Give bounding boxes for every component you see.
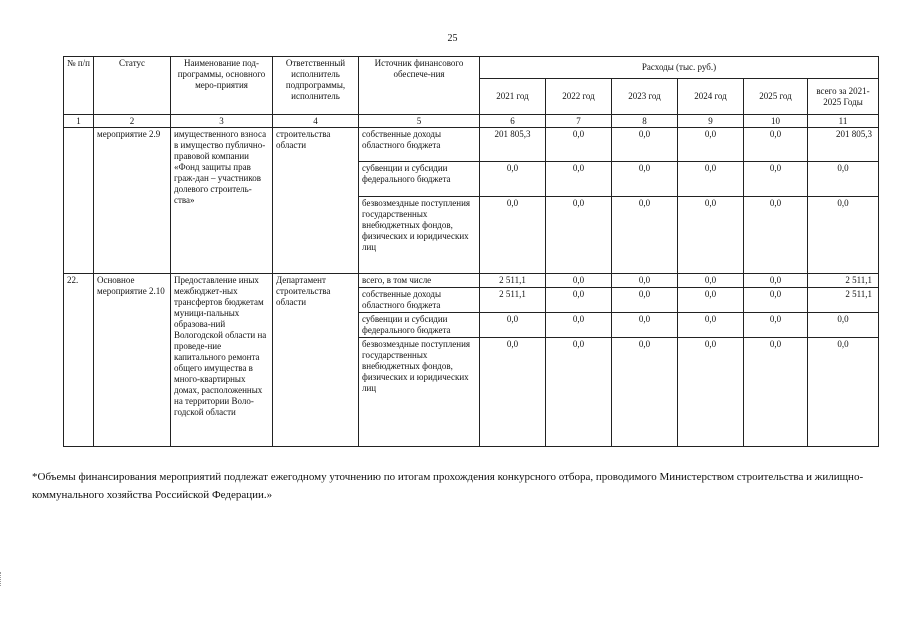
footnote: *Объемы финансирования мероприятий подлежат ежегодному уточнению по итогам прохождения конкурсного отбора, проводимого Министерством строительства и жилищно-коммунального хозяйства Российской Федерации.» (32, 471, 864, 501)
header-year: 2021 год (480, 79, 546, 115)
value-cell: 0,0 (612, 313, 678, 338)
value-cell: 0,0 (612, 274, 678, 288)
value-cell: 0,0 (808, 197, 879, 274)
table-row (64, 128, 879, 162)
header-num: № п/п (64, 57, 94, 115)
header-source: Источник финансового обеспече-ния (359, 57, 480, 115)
value-cell: 0,0 (744, 288, 808, 313)
value-cell: 0,0 (678, 197, 744, 274)
header-executor: Ответственный исполнитель подпрограммы, исполнитель (273, 57, 359, 115)
value-cell: 0,0 (678, 162, 744, 197)
value-cell: 0,0 (678, 288, 744, 313)
value-cell: 0,0 (612, 338, 678, 447)
column-number-row (64, 115, 879, 128)
value-cell: 0,0 (546, 197, 612, 274)
header-status: Статус (94, 57, 171, 115)
header-expenses: Расходы (тыс. руб.) (480, 57, 879, 79)
column-number: 6 (480, 115, 546, 128)
value-cell: 0,0 (480, 338, 546, 447)
value-cell: 0,0 (612, 288, 678, 313)
header-year: 2024 год (678, 79, 744, 115)
value-cell: 0,0 (744, 162, 808, 197)
value-cell: 0,0 (612, 128, 678, 162)
value-cell: 0,0 (808, 162, 879, 197)
row-status: мероприятие 2.9 (94, 128, 171, 274)
row-source: собственные доходы областного бюджета (359, 128, 480, 162)
table-row (64, 274, 879, 288)
header-name: Наименование под-программы, основного меро-приятия (171, 57, 273, 115)
column-number: 1 (64, 115, 94, 128)
value-cell: 0,0 (744, 313, 808, 338)
row-number (64, 128, 94, 274)
value-cell: 0,0 (612, 197, 678, 274)
header-year: 2022 год (546, 79, 612, 115)
value-cell: 0,0 (546, 288, 612, 313)
row-source: субвенции и субсидии федерального бюджета (359, 162, 480, 197)
scan-edge-mark (0, 572, 5, 586)
row-source: субвенции и субсидии федерального бюджета (359, 313, 480, 338)
value-cell: 0,0 (744, 338, 808, 447)
value-cell: 0,0 (546, 128, 612, 162)
value-cell: 0,0 (546, 313, 612, 338)
value-cell: 0,0 (546, 162, 612, 197)
column-number: 7 (546, 115, 612, 128)
value-cell: 0,0 (678, 128, 744, 162)
column-number: 3 (171, 115, 273, 128)
row-source: собственные доходы областного бюджета (359, 288, 480, 313)
value-cell: 0,0 (612, 162, 678, 197)
value-cell: 0,0 (678, 313, 744, 338)
budget-table (63, 56, 879, 447)
value-cell: 0,0 (546, 338, 612, 447)
value-cell: 2 511,1 (808, 274, 879, 288)
value-cell: 0,0 (546, 274, 612, 288)
row-source: всего, в том числе (359, 274, 480, 288)
header-year: 2025 год (744, 79, 808, 115)
column-number: 2 (94, 115, 171, 128)
page-number: 25 (447, 33, 458, 44)
value-cell: 0,0 (744, 274, 808, 288)
value-cell: 0,0 (678, 274, 744, 288)
column-number: 11 (808, 115, 879, 128)
row-source: безвозмездные поступления государственных внебюджетных фондов, физических и юридических лиц (359, 197, 480, 274)
header-year-total: всего за 2021-2025 Годы (808, 79, 879, 115)
value-cell: 0,0 (480, 313, 546, 338)
column-number: 9 (678, 115, 744, 128)
value-cell: 0,0 (678, 338, 744, 447)
header-year: 2023 год (612, 79, 678, 115)
value-cell: 0,0 (480, 197, 546, 274)
row-name: имущественного взноса в имущество публично-правовой компании «Фонд защиты прав граж-дан – участников долевого строитель-ства» (171, 128, 273, 274)
value-cell: 0,0 (808, 338, 879, 447)
row-executor: Департамент строительства области (273, 274, 359, 447)
value-cell: 0,0 (744, 197, 808, 274)
column-number: 10 (744, 115, 808, 128)
value-cell: 201 805,3 (808, 128, 879, 162)
column-number: 5 (359, 115, 480, 128)
row-executor: строительства области (273, 128, 359, 274)
value-cell: 0,0 (480, 162, 546, 197)
value-cell: 2 511,1 (480, 274, 546, 288)
value-cell: 0,0 (808, 313, 879, 338)
column-number: 4 (273, 115, 359, 128)
row-source: безвозмездные поступления государственных внебюджетных фондов, физических и юридических лиц (359, 338, 480, 447)
row-number: 22. (64, 274, 94, 447)
row-status: Основное мероприятие 2.10 (94, 274, 171, 447)
column-number: 8 (612, 115, 678, 128)
value-cell: 2 511,1 (480, 288, 546, 313)
value-cell: 201 805,3 (480, 128, 546, 162)
row-name: Предоставление иных межбюджет-ных трансфертов бюджетам муници-пальных образова-ний Вологодской области на проведе-ние капитального ремонта общего имущества в много-квартирных домах, расположенных на территории Воло-годской области (171, 274, 273, 447)
value-cell: 2 511,1 (808, 288, 879, 313)
header-row-1 (64, 57, 879, 79)
value-cell: 0,0 (744, 128, 808, 162)
